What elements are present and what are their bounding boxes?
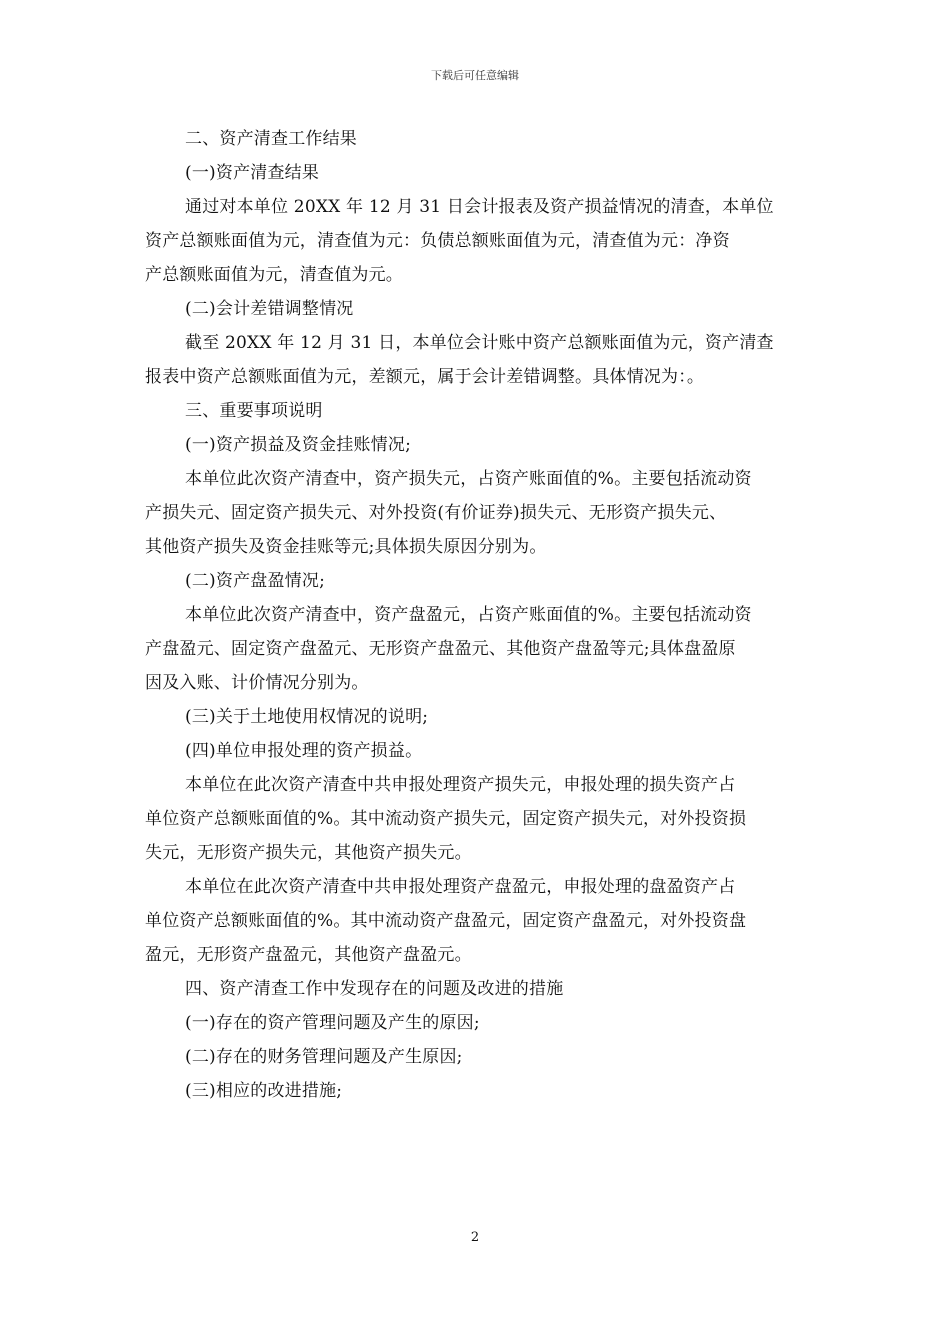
text-line: 报表中资产总额账面值为元，差额元，属于会计差错调整。具体情况为：。 bbox=[145, 367, 705, 387]
text-line: (三)相应的改进措施; bbox=[185, 1081, 343, 1101]
text-line: 失元，无形资产损失元，其他资产损失元。 bbox=[145, 843, 472, 863]
text-line: 产损失元、固定资产损失元、对外投资(有价证券)损失元、无形资产损失元、 bbox=[145, 503, 727, 523]
text-line: 本单位在此次资产清查中共申报处理资产盘盈元，申报处理的盘盈资产占 bbox=[185, 877, 736, 897]
text-line: (一)资产损益及资金挂账情况; bbox=[185, 435, 411, 455]
text-line: (二)存在的财务管理问题及产生原因; bbox=[185, 1047, 463, 1067]
text-line: 单位资产总额账面值的%。其中流动资产损失元，固定资产损失元，对外投资损 bbox=[145, 809, 747, 829]
text-line: 盈元，无形资产盘盈元，其他资产盘盈元。 bbox=[145, 945, 472, 965]
text-line: 其他资产损失及资金挂账等元;具体损失原因分别为。 bbox=[145, 537, 547, 557]
text-line: (一)存在的资产管理问题及产生的原因; bbox=[185, 1013, 480, 1033]
text-line: 产盘盈元、固定资产盘盈元、无形资产盘盈元、其他资产盘盈等元;具体盘盈原 bbox=[145, 639, 736, 659]
text-line: 本单位此次资产清查中，资产损失元，占资产账面值的%。主要包括流动资 bbox=[185, 469, 752, 489]
text-line: (四)单位申报处理的资产损益。 bbox=[185, 741, 423, 761]
text-line: 本单位在此次资产清查中共申报处理资产损失元，申报处理的损失资产占 bbox=[185, 775, 736, 795]
text-line: 二、资产清查工作结果 bbox=[185, 129, 357, 149]
text-line: 单位资产总额账面值的%。其中流动资产盘盈元，固定资产盘盈元，对外投资盘 bbox=[145, 911, 747, 931]
text-line: (三)关于土地使用权情况的说明; bbox=[185, 707, 429, 727]
text-line: 本单位此次资产清查中，资产盘盈元，占资产账面值的%。主要包括流动资 bbox=[185, 605, 752, 625]
text-line: 因及入账、计价情况分别为。 bbox=[145, 673, 369, 693]
text-line: (二)资产盘盈情况; bbox=[185, 571, 325, 591]
text-line: (二)会计差错调整情况 bbox=[185, 299, 354, 319]
page-number: 2 bbox=[470, 1230, 480, 1245]
text-line: 资产总额账面值为元，清查值为元：负债总额账面值为元，清查值为元：净资 bbox=[145, 231, 730, 251]
page-header-note: 下载后可任意编辑 bbox=[431, 69, 519, 82]
text-line: 四、资产清查工作中发现存在的问题及改进的措施 bbox=[185, 979, 564, 999]
document-body bbox=[145, 122, 807, 1108]
text-line: 截至 20XX 年 12 月 31 日，本单位会计账中资产总额账面值为元，资产清查 bbox=[185, 333, 774, 353]
text-line: (一)资产清查结果 bbox=[185, 163, 320, 183]
text-line: 三、重要事项说明 bbox=[185, 401, 323, 421]
text-line: 产总额账面值为元，清查值为元。 bbox=[145, 265, 403, 285]
text-line: 通过对本单位 20XX 年 12 月 31 日会计报表及资产损益情况的清查，本单位 bbox=[185, 197, 774, 217]
